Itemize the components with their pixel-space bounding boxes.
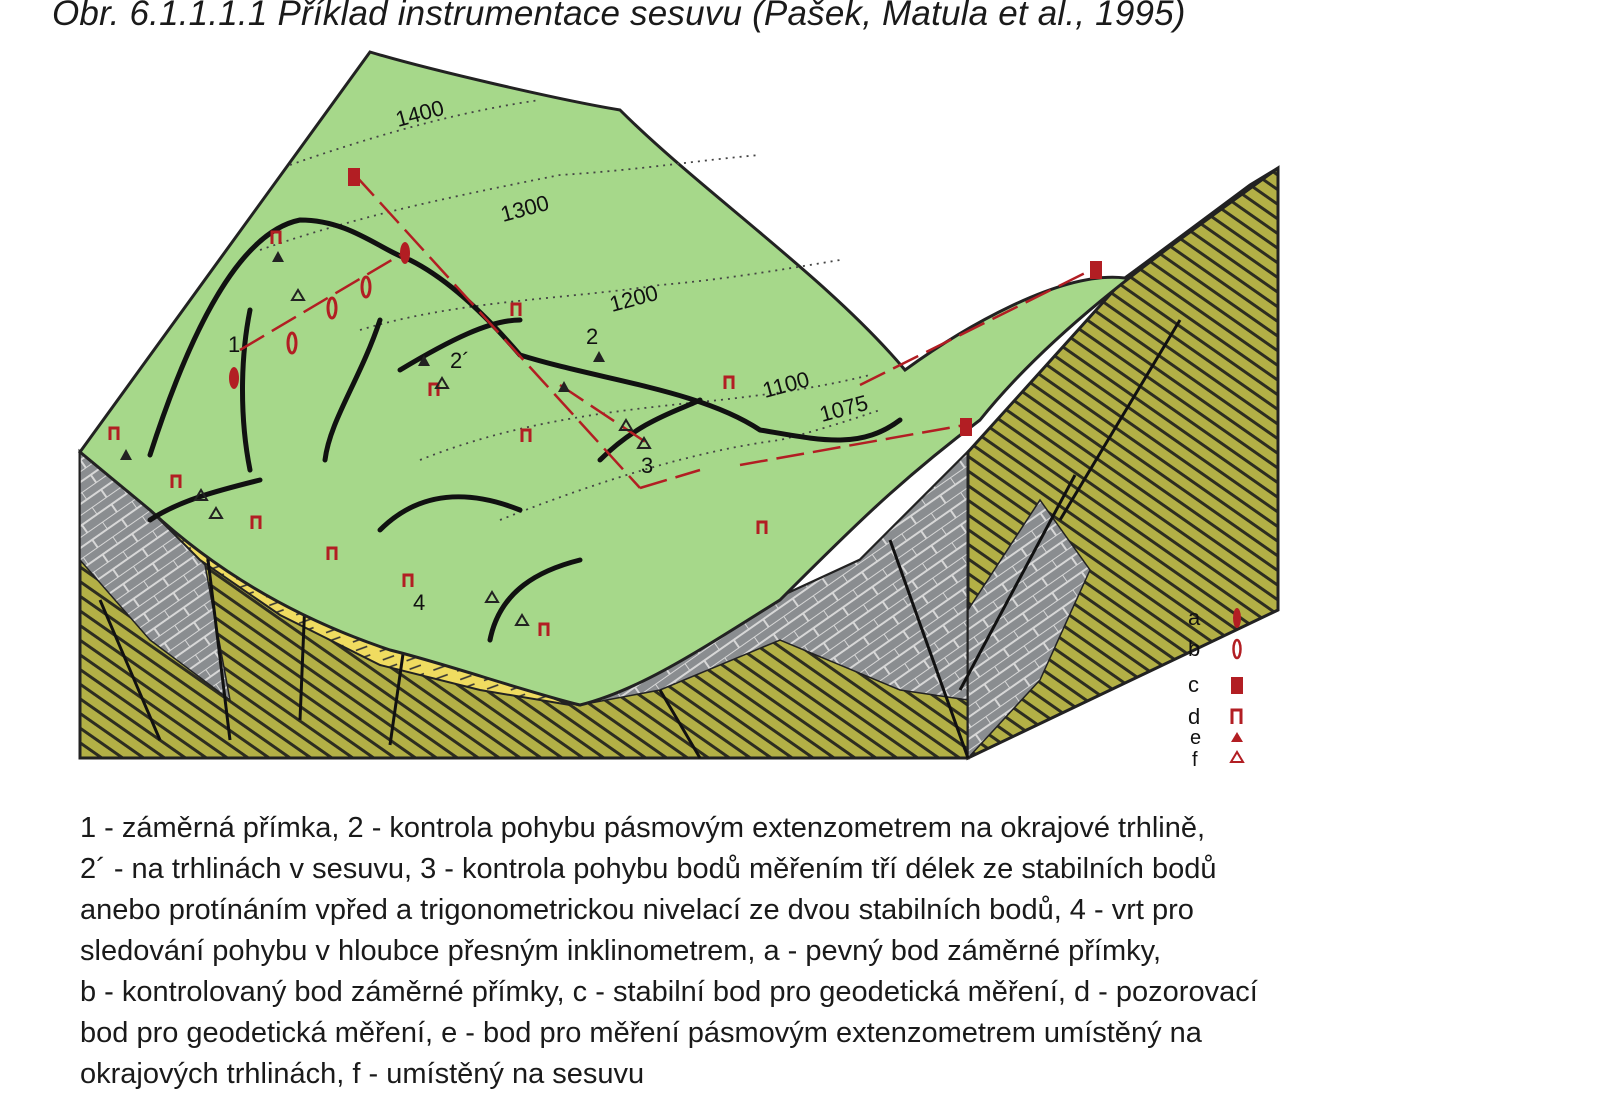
contour-label-1400: 1400 xyxy=(392,95,447,132)
extensometer-point-triangle-icon xyxy=(1231,732,1243,742)
marker-3: 3 xyxy=(641,453,654,478)
caption-line: sledování pohybu v hloubce přesným inklinometrem, a - pevný bod záměrné přímky, xyxy=(80,935,1162,967)
contour-label-1100: 1100 xyxy=(759,366,812,403)
fixed-point-icon xyxy=(400,242,410,264)
figure-caption xyxy=(80,808,1600,1095)
legend-letter-c: c xyxy=(1188,672,1199,697)
legend-letter-d: d xyxy=(1188,704,1201,729)
caption-line: b - kontrolovaný bod záměrné přímky, c - stabilní bod pro geodetická měření, d - pozorovací xyxy=(80,976,1258,1008)
contour-label-1200: 1200 xyxy=(606,280,661,317)
caption-line: okrajových trhlinách, f - umístěný na sesuvu xyxy=(80,1058,645,1090)
figure-title: Obr. 6.1.1.1.1 Příklad instrumentace sesuvu (Pašek, Matula et al., 1995) xyxy=(52,0,1186,33)
marker-2: 2 xyxy=(586,324,599,349)
stable-point-block-icon xyxy=(1231,677,1243,694)
observation-point-pi-icon xyxy=(1232,710,1241,724)
caption-line: 1 - záměrná přímka, 2 - kontrola pohybu pásmovým extenzometrem na okrajové trhlině, xyxy=(80,812,1206,844)
caption-line: 2´ - na trhlinách v sesuvu, 3 - kontrola pohybu bodů měřením tří délek ze stabilních bodů xyxy=(80,853,1217,885)
marker-2-prime: 2´ xyxy=(450,348,470,373)
legend-letter-a: a xyxy=(1188,605,1201,630)
controlled-point-outline-drop-icon xyxy=(1234,640,1241,658)
fixed-point-solid-drop-icon xyxy=(1233,608,1241,628)
contour-label-1300: 1300 xyxy=(497,190,552,227)
fixed-point-icon xyxy=(229,367,239,389)
stable-point-icon xyxy=(348,168,360,186)
landslide-point-small-triangle-icon xyxy=(1231,752,1243,762)
contour-label-1075: 1075 xyxy=(816,390,871,427)
legend-letter-b: b xyxy=(1188,636,1201,661)
caption-line: anebo protínáním vpřed a trigonometrickou nivelací ze dvou stabilních bodů, 4 - vrt pro xyxy=(80,894,1194,926)
marker-4: 4 xyxy=(413,590,426,615)
caption-line: bod pro geodetická měření, e - bod pro měření pásmovým extenzometrem umístěný na xyxy=(80,1017,1202,1049)
marker-1: 1 xyxy=(228,332,241,357)
legend-letter-f: f xyxy=(1192,749,1198,771)
legend-letter-e: e xyxy=(1190,727,1202,749)
stable-point-icon xyxy=(1090,261,1102,279)
stable-point-icon xyxy=(960,418,972,436)
